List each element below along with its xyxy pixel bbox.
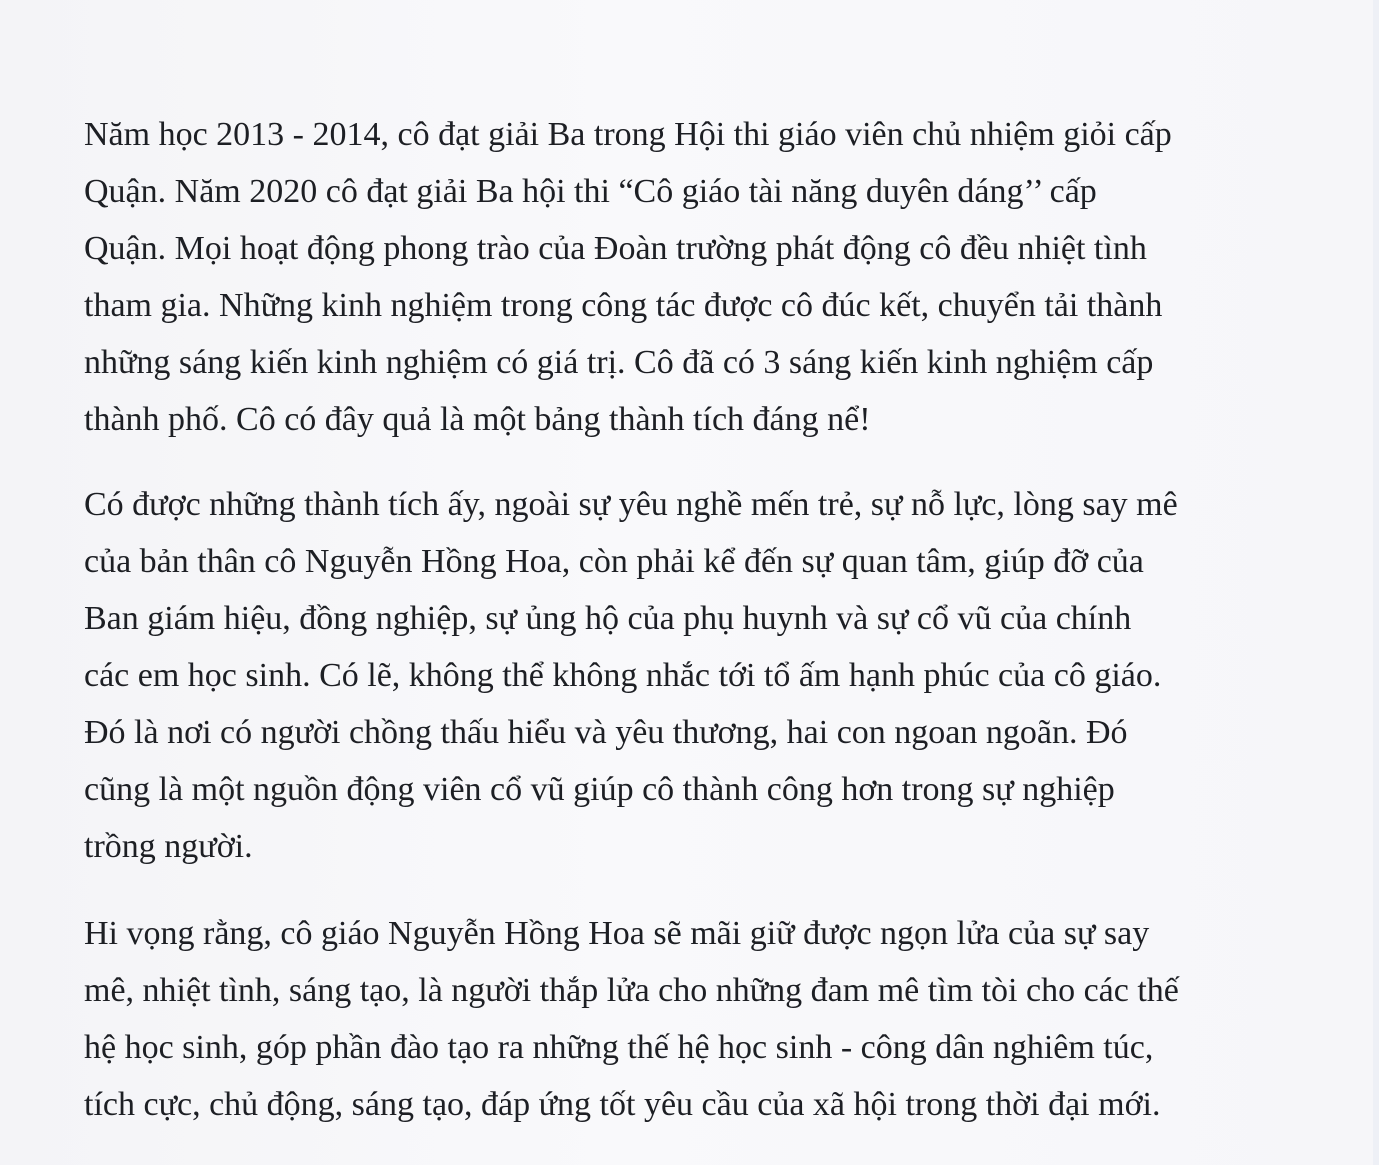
- paragraph-line: những sáng kiến kinh nghiệm có giá trị. Cô đã có 3 sáng kiến kinh nghiệm cấp: [84, 344, 1154, 381]
- paragraph-line: Quận. Năm 2020 cô đạt giải Ba hội thi “Cô giáo tài năng duyên dáng’’ cấp: [84, 173, 1097, 210]
- scan-edge: [1373, 0, 1379, 1165]
- paragraph-line: cũng là một nguồn động viên cổ vũ giúp cô thành công hơn trong sự nghiệp: [84, 771, 1115, 808]
- paragraph-support: [84, 476, 1346, 875]
- paragraph-line: tích cực, chủ động, sáng tạo, đáp ứng tốt yêu cầu của xã hội trong thời đại mới.: [84, 1086, 1161, 1123]
- paragraph-line: Năm học 2013 - 2014, cô đạt giải Ba trong Hội thi giáo viên chủ nhiệm giỏi cấp: [84, 116, 1172, 153]
- paragraph-line: mê, nhiệt tình, sáng tạo, là người thắp lửa cho những đam mê tìm tòi cho các thế: [84, 972, 1179, 1009]
- paragraph-line: các em học sinh. Có lẽ, không thể không nhắc tới tổ ấm hạnh phúc của cô giáo.: [84, 657, 1162, 694]
- paragraph-line: Đó là nơi có người chồng thấu hiểu và yêu thương, hai con ngoan ngoãn. Đó: [84, 714, 1128, 751]
- document-body: [84, 106, 1346, 1133]
- paragraph-achievements: [84, 106, 1346, 446]
- paragraph-line: trồng người.: [84, 828, 253, 865]
- paragraph-line: Có được những thành tích ấy, ngoài sự yêu nghề mến trẻ, sự nỗ lực, lòng say mê: [84, 486, 1178, 523]
- paragraph-line: của bản thân cô Nguyễn Hồng Hoa, còn phải kể đến sự quan tâm, giúp đỡ của: [84, 543, 1144, 580]
- paragraph-line: Quận. Mọi hoạt động phong trào của Đoàn trường phát động cô đều nhiệt tình: [84, 230, 1147, 267]
- paragraph-line: tham gia. Những kinh nghiệm trong công tác được cô đúc kết, chuyển tải thành: [84, 287, 1163, 324]
- paragraph-line: hệ học sinh, góp phần đào tạo ra những thế hệ học sinh - công dân nghiêm túc,: [84, 1029, 1154, 1066]
- paragraph-line: Hi vọng rằng, cô giáo Nguyễn Hồng Hoa sẽ mãi giữ được ngọn lửa của sự say: [84, 915, 1150, 952]
- paragraph-hope: [84, 905, 1346, 1133]
- paragraph-line: Ban giám hiệu, đồng nghiệp, sự ủng hộ của phụ huynh và sự cổ vũ của chính: [84, 600, 1132, 637]
- paragraph-line: thành phố. Cô có đây quả là một bảng thành tích đáng nể!: [84, 401, 871, 438]
